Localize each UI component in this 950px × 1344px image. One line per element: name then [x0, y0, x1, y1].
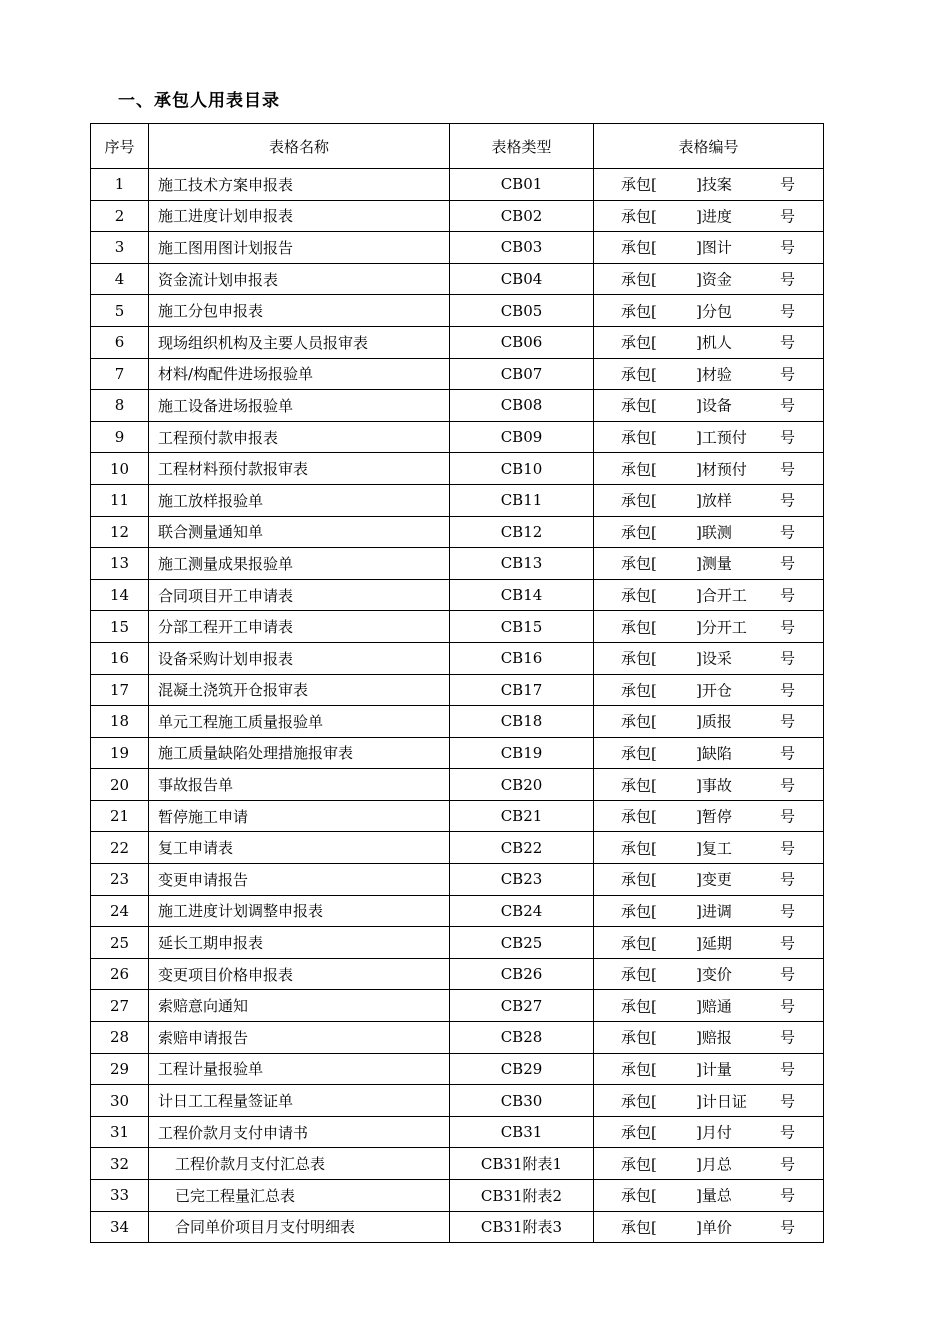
- form-name: 延长工期申报表: [149, 927, 450, 959]
- table-row: [91, 958, 824, 990]
- code-prefix: 承包[: [621, 744, 657, 763]
- row-number: 34: [91, 1211, 149, 1243]
- code-prefix: 承包[: [621, 997, 657, 1016]
- form-type: CB15: [450, 611, 594, 643]
- table-row: [91, 326, 824, 358]
- row-number: 17: [91, 674, 149, 706]
- row-number: 23: [91, 864, 149, 896]
- header-number: 序号: [91, 124, 149, 169]
- table-row: [91, 1180, 824, 1212]
- code-prefix: 承包[: [621, 649, 657, 668]
- form-code: [594, 548, 824, 580]
- table-row: [91, 864, 824, 896]
- table-row: [91, 1116, 824, 1148]
- form-name: 工程价款月支付申请书: [149, 1116, 450, 1148]
- table-row: [91, 895, 824, 927]
- page-title: 一、承包人用表目录: [118, 91, 280, 111]
- form-code: [594, 263, 824, 295]
- code-prefix: 承包[: [621, 302, 657, 321]
- code-suffix: 号: [779, 1060, 795, 1079]
- form-name: 工程价款月支付汇总表: [149, 1148, 450, 1180]
- code-abbreviation: ]复工: [696, 839, 732, 858]
- table-row: [91, 706, 824, 738]
- code-suffix: 号: [779, 491, 795, 510]
- form-code: [594, 516, 824, 548]
- row-number: 26: [91, 958, 149, 990]
- form-type: CB29: [450, 1053, 594, 1085]
- form-code: [594, 706, 824, 738]
- code-abbreviation: ]计量: [696, 1060, 732, 1079]
- form-name: 工程预付款申报表: [149, 421, 450, 453]
- row-number: 9: [91, 421, 149, 453]
- table-row: [91, 990, 824, 1022]
- code-suffix: 号: [779, 618, 795, 637]
- form-type: CB31附表1: [450, 1148, 594, 1180]
- form-name: 施工进度计划调整申报表: [149, 895, 450, 927]
- table-header-row: [91, 124, 824, 169]
- form-name: 单元工程施工质量报验单: [149, 706, 450, 738]
- table-row: [91, 800, 824, 832]
- form-name: 施工放样报验单: [149, 484, 450, 516]
- row-number: 19: [91, 737, 149, 769]
- form-type: CB17: [450, 674, 594, 706]
- row-number: 18: [91, 706, 149, 738]
- code-suffix: 号: [779, 870, 795, 889]
- form-name: 施工质量缺陷处理措施报审表: [149, 737, 450, 769]
- form-code: [594, 169, 824, 201]
- form-catalog-table: [90, 123, 824, 1243]
- code-suffix: 号: [779, 1186, 795, 1205]
- header-form-code: 表格编号: [594, 124, 824, 169]
- code-prefix: 承包[: [621, 807, 657, 826]
- code-prefix: 承包[: [621, 270, 657, 289]
- code-prefix: 承包[: [621, 365, 657, 384]
- header-form-name: 表格名称: [149, 124, 450, 169]
- code-abbreviation: ]赔报: [696, 1028, 732, 1047]
- code-abbreviation: ]工预付: [696, 428, 747, 447]
- table-row: [91, 295, 824, 327]
- row-number: 10: [91, 453, 149, 485]
- code-abbreviation: ]延期: [696, 934, 732, 953]
- code-abbreviation: ]图计: [696, 238, 732, 257]
- row-number: 12: [91, 516, 149, 548]
- form-name: 工程计量报验单: [149, 1053, 450, 1085]
- code-prefix: 承包[: [621, 460, 657, 479]
- form-name: 已完工程量汇总表: [149, 1180, 450, 1212]
- form-name: 分部工程开工申请表: [149, 611, 450, 643]
- code-prefix: 承包[: [621, 1060, 657, 1079]
- form-code: [594, 737, 824, 769]
- table-row: [91, 579, 824, 611]
- form-code: [594, 1085, 824, 1117]
- form-name: 材料/构配件进场报验单: [149, 358, 450, 390]
- code-abbreviation: ]放样: [696, 491, 732, 510]
- code-suffix: 号: [779, 839, 795, 858]
- table-row: [91, 737, 824, 769]
- form-type: CB03: [450, 232, 594, 264]
- row-number: 4: [91, 263, 149, 295]
- code-prefix: 承包[: [621, 207, 657, 226]
- form-name: 计日工工程量签证单: [149, 1085, 450, 1117]
- code-abbreviation: ]月付: [696, 1123, 732, 1142]
- code-suffix: 号: [779, 902, 795, 921]
- code-prefix: 承包[: [621, 238, 657, 257]
- form-code: [594, 769, 824, 801]
- code-suffix: 号: [779, 934, 795, 953]
- form-code: [594, 421, 824, 453]
- row-number: 6: [91, 326, 149, 358]
- table-row: [91, 548, 824, 580]
- code-prefix: 承包[: [621, 1218, 657, 1237]
- form-code: [594, 579, 824, 611]
- form-code: [594, 990, 824, 1022]
- form-type: CB11: [450, 484, 594, 516]
- form-code: [594, 927, 824, 959]
- form-code: [594, 642, 824, 674]
- row-number: 32: [91, 1148, 149, 1180]
- form-name: 合同单价项目月支付明细表: [149, 1211, 450, 1243]
- table-row: [91, 484, 824, 516]
- code-abbreviation: ]设采: [696, 649, 732, 668]
- code-suffix: 号: [779, 649, 795, 668]
- code-suffix: 号: [779, 1123, 795, 1142]
- code-abbreviation: ]计日证: [696, 1092, 747, 1111]
- form-code: [594, 611, 824, 643]
- row-number: 20: [91, 769, 149, 801]
- code-suffix: 号: [779, 997, 795, 1016]
- code-suffix: 号: [779, 1028, 795, 1047]
- code-suffix: 号: [779, 238, 795, 257]
- form-type: CB22: [450, 832, 594, 864]
- code-abbreviation: ]缺陷: [696, 744, 732, 763]
- code-prefix: 承包[: [621, 333, 657, 352]
- form-type: CB16: [450, 642, 594, 674]
- row-number: 28: [91, 1022, 149, 1054]
- form-type: CB20: [450, 769, 594, 801]
- form-type: CB31附表2: [450, 1180, 594, 1212]
- code-abbreviation: ]赔通: [696, 997, 732, 1016]
- table-row: [91, 1022, 824, 1054]
- code-prefix: 承包[: [621, 428, 657, 447]
- form-name: 变更项目价格申报表: [149, 958, 450, 990]
- form-code: [594, 453, 824, 485]
- code-suffix: 号: [779, 1092, 795, 1111]
- code-abbreviation: ]变更: [696, 870, 732, 889]
- code-prefix: 承包[: [621, 934, 657, 953]
- table-row: [91, 421, 824, 453]
- row-number: 24: [91, 895, 149, 927]
- form-type: CB30: [450, 1085, 594, 1117]
- code-abbreviation: ]合开工: [696, 586, 747, 605]
- code-abbreviation: ]资金: [696, 270, 732, 289]
- code-suffix: 号: [779, 270, 795, 289]
- form-code: [594, 895, 824, 927]
- row-number: 29: [91, 1053, 149, 1085]
- form-type: CB05: [450, 295, 594, 327]
- code-suffix: 号: [779, 776, 795, 795]
- code-suffix: 号: [779, 365, 795, 384]
- row-number: 8: [91, 390, 149, 422]
- table-row: [91, 927, 824, 959]
- code-abbreviation: ]材预付: [696, 460, 747, 479]
- table-row: [91, 832, 824, 864]
- table-row: [91, 200, 824, 232]
- table-row: [91, 769, 824, 801]
- form-type: CB04: [450, 263, 594, 295]
- form-code: [594, 800, 824, 832]
- code-abbreviation: ]月总: [696, 1155, 732, 1174]
- row-number: 13: [91, 548, 149, 580]
- form-name: 施工测量成果报验单: [149, 548, 450, 580]
- table-row: [91, 1085, 824, 1117]
- form-code: [594, 1211, 824, 1243]
- form-type: CB07: [450, 358, 594, 390]
- table-row: [91, 453, 824, 485]
- row-number: 1: [91, 169, 149, 201]
- row-number: 5: [91, 295, 149, 327]
- form-name: 资金流计划申报表: [149, 263, 450, 295]
- row-number: 25: [91, 927, 149, 959]
- form-type: CB31: [450, 1116, 594, 1148]
- form-type: CB09: [450, 421, 594, 453]
- form-type: CB27: [450, 990, 594, 1022]
- row-number: 30: [91, 1085, 149, 1117]
- row-number: 31: [91, 1116, 149, 1148]
- table-row: [91, 1148, 824, 1180]
- form-code: [594, 1116, 824, 1148]
- code-prefix: 承包[: [621, 965, 657, 984]
- code-abbreviation: ]变价: [696, 965, 732, 984]
- code-prefix: 承包[: [621, 1123, 657, 1142]
- code-prefix: 承包[: [621, 870, 657, 889]
- row-number: 22: [91, 832, 149, 864]
- code-suffix: 号: [779, 428, 795, 447]
- form-name: 施工图用图计划报告: [149, 232, 450, 264]
- code-suffix: 号: [779, 302, 795, 321]
- code-abbreviation: ]分包: [696, 302, 732, 321]
- code-prefix: 承包[: [621, 902, 657, 921]
- form-code: [594, 674, 824, 706]
- code-prefix: 承包[: [621, 1092, 657, 1111]
- form-type: CB13: [450, 548, 594, 580]
- form-code: [594, 295, 824, 327]
- code-suffix: 号: [779, 523, 795, 542]
- code-suffix: 号: [779, 807, 795, 826]
- code-prefix: 承包[: [621, 839, 657, 858]
- code-prefix: 承包[: [621, 491, 657, 510]
- code-prefix: 承包[: [621, 554, 657, 573]
- code-abbreviation: ]量总: [696, 1186, 732, 1205]
- form-code: [594, 864, 824, 896]
- code-abbreviation: ]机人: [696, 333, 732, 352]
- form-code: [594, 958, 824, 990]
- form-code: [594, 358, 824, 390]
- table-row: [91, 1053, 824, 1085]
- form-code: [594, 1022, 824, 1054]
- code-abbreviation: ]联测: [696, 523, 732, 542]
- code-abbreviation: ]进调: [696, 902, 732, 921]
- form-name: 变更申请报告: [149, 864, 450, 896]
- code-prefix: 承包[: [621, 776, 657, 795]
- code-abbreviation: ]分开工: [696, 618, 747, 637]
- code-abbreviation: ]技案: [696, 175, 732, 194]
- form-name: 现场组织机构及主要人员报审表: [149, 326, 450, 358]
- table-row: [91, 642, 824, 674]
- code-suffix: 号: [779, 396, 795, 415]
- form-code: [594, 1053, 824, 1085]
- table-row: [91, 390, 824, 422]
- form-code: [594, 326, 824, 358]
- form-name: 事故报告单: [149, 769, 450, 801]
- code-suffix: 号: [779, 965, 795, 984]
- code-suffix: 号: [779, 460, 795, 479]
- code-suffix: 号: [779, 1218, 795, 1237]
- row-number: 3: [91, 232, 149, 264]
- code-prefix: 承包[: [621, 712, 657, 731]
- form-type: CB18: [450, 706, 594, 738]
- code-abbreviation: ]开仓: [696, 681, 732, 700]
- form-name: 施工技术方案申报表: [149, 169, 450, 201]
- code-prefix: 承包[: [621, 618, 657, 637]
- form-code: [594, 484, 824, 516]
- code-abbreviation: ]事故: [696, 776, 732, 795]
- form-name: 复工申请表: [149, 832, 450, 864]
- form-type: CB01: [450, 169, 594, 201]
- form-code: [594, 1148, 824, 1180]
- form-name: 索赔意向通知: [149, 990, 450, 1022]
- form-type: CB31附表3: [450, 1211, 594, 1243]
- row-number: 16: [91, 642, 149, 674]
- code-suffix: 号: [779, 744, 795, 763]
- form-name: 设备采购计划申报表: [149, 642, 450, 674]
- code-prefix: 承包[: [621, 1186, 657, 1205]
- table-row: [91, 516, 824, 548]
- form-name: 合同项目开工申请表: [149, 579, 450, 611]
- code-abbreviation: ]质报: [696, 712, 732, 731]
- form-code: [594, 390, 824, 422]
- form-name: 暂停施工申请: [149, 800, 450, 832]
- code-abbreviation: ]单价: [696, 1218, 732, 1237]
- form-type: CB12: [450, 516, 594, 548]
- form-type: CB21: [450, 800, 594, 832]
- row-number: 15: [91, 611, 149, 643]
- table-row: [91, 611, 824, 643]
- table-row: [91, 358, 824, 390]
- code-suffix: 号: [779, 681, 795, 700]
- code-suffix: 号: [779, 1155, 795, 1174]
- form-type: CB19: [450, 737, 594, 769]
- form-name: 施工进度计划申报表: [149, 200, 450, 232]
- row-number: 7: [91, 358, 149, 390]
- code-prefix: 承包[: [621, 396, 657, 415]
- code-suffix: 号: [779, 333, 795, 352]
- header-form-type: 表格类型: [450, 124, 594, 169]
- form-code: [594, 232, 824, 264]
- code-prefix: 承包[: [621, 1028, 657, 1047]
- form-type: CB26: [450, 958, 594, 990]
- code-prefix: 承包[: [621, 175, 657, 194]
- form-type: CB10: [450, 453, 594, 485]
- form-name: 施工设备进场报验单: [149, 390, 450, 422]
- row-number: 11: [91, 484, 149, 516]
- code-prefix: 承包[: [621, 586, 657, 605]
- form-name: 联合测量通知单: [149, 516, 450, 548]
- form-code: [594, 200, 824, 232]
- row-number: 21: [91, 800, 149, 832]
- form-type: CB02: [450, 200, 594, 232]
- code-abbreviation: ]材验: [696, 365, 732, 384]
- row-number: 33: [91, 1180, 149, 1212]
- table-row: [91, 232, 824, 264]
- table-row: [91, 674, 824, 706]
- code-suffix: 号: [779, 712, 795, 731]
- form-type: CB25: [450, 927, 594, 959]
- table-row: [91, 263, 824, 295]
- form-name: 施工分包申报表: [149, 295, 450, 327]
- code-abbreviation: ]暂停: [696, 807, 732, 826]
- code-abbreviation: ]进度: [696, 207, 732, 226]
- code-prefix: 承包[: [621, 1155, 657, 1174]
- row-number: 27: [91, 990, 149, 1022]
- code-abbreviation: ]测量: [696, 554, 732, 573]
- form-type: CB28: [450, 1022, 594, 1054]
- code-prefix: 承包[: [621, 523, 657, 542]
- row-number: 2: [91, 200, 149, 232]
- form-type: CB06: [450, 326, 594, 358]
- form-code: [594, 1180, 824, 1212]
- form-type: CB24: [450, 895, 594, 927]
- code-prefix: 承包[: [621, 681, 657, 700]
- table-row: [91, 169, 824, 201]
- code-suffix: 号: [779, 586, 795, 605]
- code-suffix: 号: [779, 554, 795, 573]
- form-type: CB08: [450, 390, 594, 422]
- form-type: CB14: [450, 579, 594, 611]
- form-name: 混凝土浇筑开仓报审表: [149, 674, 450, 706]
- row-number: 14: [91, 579, 149, 611]
- code-abbreviation: ]设备: [696, 396, 732, 415]
- form-type: CB23: [450, 864, 594, 896]
- table-row: [91, 1211, 824, 1243]
- form-name: 索赔申请报告: [149, 1022, 450, 1054]
- code-suffix: 号: [779, 175, 795, 194]
- form-name: 工程材料预付款报审表: [149, 453, 450, 485]
- code-suffix: 号: [779, 207, 795, 226]
- form-code: [594, 832, 824, 864]
